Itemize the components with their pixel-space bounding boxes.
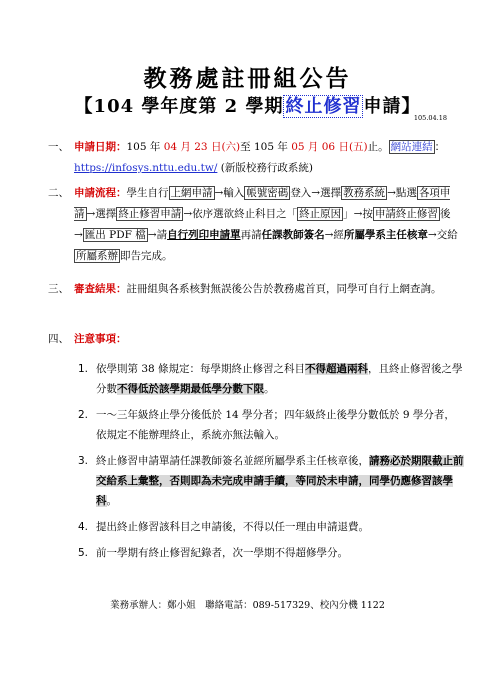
section-label: 申請流程： — [74, 187, 127, 199]
note-text: 提出終止修習該科目之申請後，不得以任一理由申請退費。 — [96, 521, 369, 533]
system-url-link[interactable]: https://infosys.nttu.edu.tw/ — [74, 162, 218, 174]
step-export-pdf: 匯出 PDF 檔 — [84, 229, 146, 241]
item-number: 3. — [78, 455, 89, 467]
item-number: 4. — [78, 521, 89, 533]
step-online-apply: 上網申請 — [170, 187, 213, 199]
process-text: →選擇 — [86, 208, 117, 220]
list-item — [74, 543, 464, 563]
section-number: 二、 — [48, 187, 69, 199]
process-text: 即告完成。 — [120, 250, 173, 262]
note-text: 一～三年級終止學分後低於 14 學分者；四年級終止後學分數低於 9 學分者，依規定不能辦理終止，系統亦無法輸入。 — [96, 409, 455, 441]
item-number: 1. — [78, 363, 89, 375]
step-print-form: 自行列印申請單 — [167, 229, 241, 241]
process-text: →點選 — [387, 187, 417, 199]
process-text: 登入→選擇 — [290, 187, 342, 199]
note-text: 依學則第 38 條規定：每學期終止修習之科目 — [96, 363, 306, 375]
note-emphasis: 不得低於該學期最低學分數下限 — [117, 383, 264, 395]
section-body — [74, 183, 458, 267]
announcement-date: 105.04.18 — [413, 114, 447, 122]
item-number: 5. — [78, 547, 89, 559]
section-label: 注意事項： — [74, 333, 127, 345]
step-department-office: 所屬系辦 — [76, 250, 118, 262]
start-date: 04 月 23 日(六) — [163, 141, 241, 153]
page-title: 教務處註冊組公告 — [143, 65, 352, 92]
date-text: 至 105 年 — [240, 141, 292, 153]
section-application-date — [48, 137, 458, 179]
step-withdrawal-reason: 終止原因 — [299, 208, 342, 220]
process-text: 學生自行 — [126, 187, 169, 199]
step-submit-withdrawal: 申請終止修習 — [374, 208, 438, 220]
section-review-result — [48, 279, 458, 300]
note-text: ，且終止修習後之學分數 — [96, 363, 463, 395]
process-text: →依序選欲終止科目之「 — [183, 208, 298, 220]
list-item — [74, 451, 464, 511]
section-application-process — [48, 183, 458, 267]
colon-text: ： — [434, 141, 446, 153]
note-text: 終止修習申請單請任課教師簽名並經所屬學系主任核章後， — [96, 455, 369, 467]
subtitle-highlight: 終止修習 — [285, 96, 362, 117]
contact-footer: 業務承辦人：鄭小姐 聯絡電話：089-517329、校內分機 1122 — [110, 600, 385, 611]
system-name-text: (新版校務行政系統) — [217, 162, 313, 174]
list-item — [74, 405, 464, 445]
list-item — [74, 517, 464, 537]
process-text: 再請 — [240, 229, 262, 241]
process-text: →請 — [147, 229, 168, 241]
website-link-label[interactable]: 網站連結 — [390, 141, 433, 153]
list-item — [74, 359, 464, 399]
notes-list — [74, 359, 464, 569]
step-various-applications: 各項申請 — [74, 187, 451, 220]
step-academic-system: 教務系統 — [343, 187, 386, 199]
section-label: 申請日期： — [74, 141, 127, 153]
process-text: 後→ — [74, 208, 451, 241]
date-text: 止。 — [367, 141, 389, 153]
note-text: 。 — [106, 495, 117, 507]
section-body — [74, 279, 458, 300]
note-emphasis: 不得超過兩科 — [305, 363, 369, 375]
date-text: 105 年 — [126, 141, 164, 153]
item-number: 2. — [78, 409, 89, 421]
section-body — [74, 137, 458, 179]
process-text: 」→按 — [343, 208, 373, 220]
review-text: 註冊組與各系核對無誤後公告於教務處首頁，同學可自行上網查詢。 — [126, 283, 442, 295]
process-text: →輸入 — [214, 187, 245, 199]
section-notes — [48, 329, 458, 350]
subtitle-suffix: 申請】 — [363, 96, 421, 117]
section-number: 一、 — [48, 141, 69, 153]
section-body — [74, 329, 458, 350]
note-text: 前一學期有終止修習紀錄者，次一學期不得超修學分。 — [96, 547, 348, 559]
step-withdrawal-application: 終止修習申請 — [118, 208, 182, 220]
note-text: 。 — [264, 383, 275, 395]
end-date: 05 月 06 日(五) — [291, 141, 368, 153]
section-number: 四、 — [48, 333, 69, 345]
step-chair-seal: 所屬學系主任核章 — [343, 229, 428, 241]
section-number: 三、 — [48, 283, 69, 295]
process-text: →交給 — [427, 229, 458, 241]
note-emphasis: 請務必於期限截止前交給系上彙整，否則即為未完成申請手續，等同於未申請，同學仍應修習該學科 — [96, 455, 464, 507]
subtitle-prefix: 【104 學年度第 2 學期 — [74, 96, 284, 117]
section-label: 審查結果： — [74, 283, 127, 295]
process-text: →經 — [324, 229, 344, 241]
step-account-password: 帳號密碼 — [246, 187, 289, 199]
step-teacher-signature: 任課教師簽名 — [261, 229, 325, 241]
